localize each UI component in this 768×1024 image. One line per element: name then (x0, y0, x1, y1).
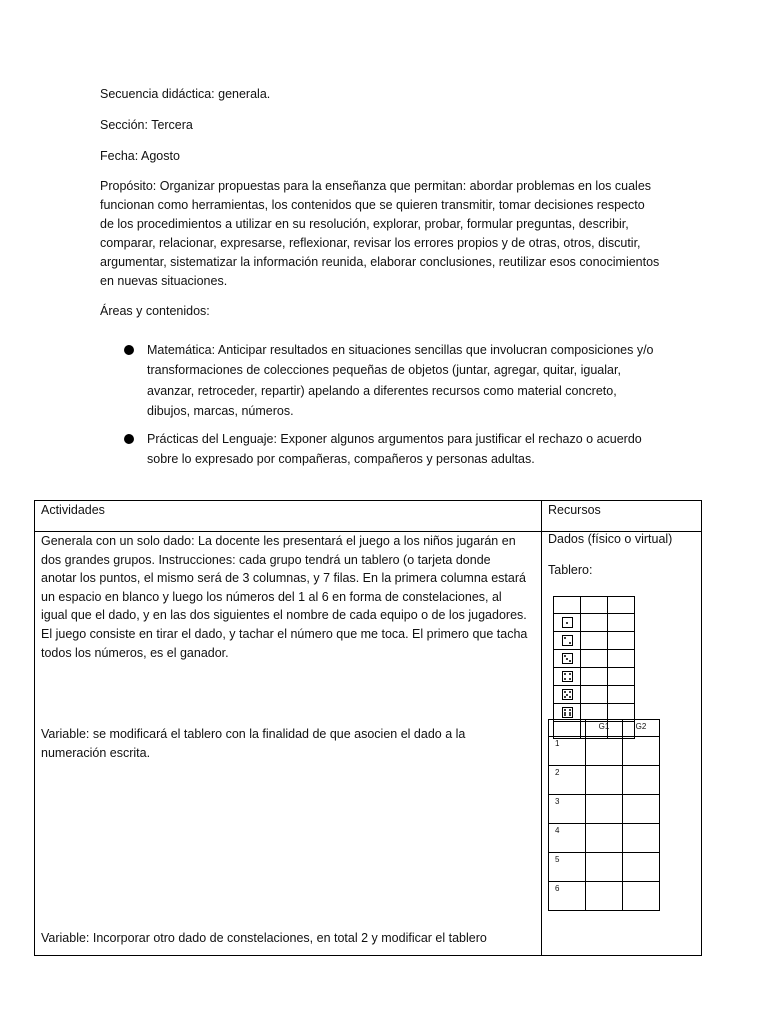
resource-board-label: Tablero: (548, 563, 593, 577)
table-row: 6 (549, 882, 660, 911)
variable-1: Variable: se modificará el tablero con la finalidad de que asocien el dado a la numeración escrita. (41, 727, 466, 760)
sequence-title: Secuencia didáctica: generala. (100, 87, 271, 101)
die-four-icon (562, 671, 573, 682)
die-five-icon (562, 689, 573, 700)
table-row: 4 (549, 824, 660, 853)
activities-table (34, 500, 702, 956)
list-item: Prácticas del Lenguaje: Exponer algunos argumentos para justificar el rechazo o acuerdo sobre lo expresado por compañeras, compañeros y personas adultas. (100, 429, 660, 470)
die-two-icon (562, 635, 573, 646)
header-recursos: Recursos (542, 501, 702, 532)
die-one-icon (562, 617, 573, 628)
bullet-icon (124, 345, 134, 355)
bullet-icon (124, 434, 134, 444)
resource-dice: Dados (físico o virtual) (548, 532, 673, 546)
number-board (548, 719, 660, 911)
activity-description: Generala con un solo dado: La docente les presentará el juego a los niños jugarán en dos grandes grupos. Instrucciones: cada grupo tendrá un tablero (o tarjeta donde anotar los puntos, el mismo será de 3 columnas, y 7 filas. En la primera columna estará un espacio en blanco y luego los números del 1 al 6 en forma de constelaciones, al igual que el dado, y en las dos siguientes el nombre de cada equipo o de los jugadores. El juego consiste en tirar el dado, y tachar el número que me toca. El primero que tacha todos los números, es el ganador. (41, 534, 528, 660)
header-actividades: Actividades (35, 501, 542, 532)
die-six-icon (562, 707, 573, 718)
die-three-icon (562, 653, 573, 664)
variable-2: Variable: Incorporar otro dado de constelaciones, en total 2 y modificar el tablero (41, 931, 487, 945)
areas-list (100, 340, 660, 478)
table-row: 5 (549, 853, 660, 882)
purpose-paragraph: Propósito: Organizar propuestas para la enseñanza que permitan: abordar problemas en los cuales funcionan como herramientas, los contenidos que se quieren transmitir, tomar decisiones respecto de los procedimientos a utilizar en su resolución, explorar, probar, formular preguntas, describir, comparar, relacionar, expresarse, reflexionar, revisar los errores propios y de otras, otros, discutir, argumentar, sistematizar la información reunida, elaborar conclusiones, reutilizar esos conocimientos en nuevas situaciones. (100, 179, 660, 288)
resources-cell (542, 532, 702, 956)
areas-title: Áreas y contenidos: (100, 304, 210, 318)
section-line: Sección: Tercera (100, 118, 193, 132)
table-row: G1 G2 (549, 720, 660, 737)
activities-cell (35, 532, 542, 956)
list-item: Matemática: Anticipar resultados en situaciones sencillas que involucran composiciones y/o transformaciones de colecciones pequeñas de objetos (juntar, agregar, quitar, igualar, avanzar, retroceder, repartir) apelando a diferentes recursos como material concreto, dibujos, marcas, números. (100, 340, 660, 421)
table-row: 3 (549, 795, 660, 824)
date-line: Fecha: Agosto (100, 149, 180, 163)
table-row: 2 (549, 766, 660, 795)
table-row: 1 (549, 737, 660, 766)
dice-board-image (553, 596, 635, 739)
